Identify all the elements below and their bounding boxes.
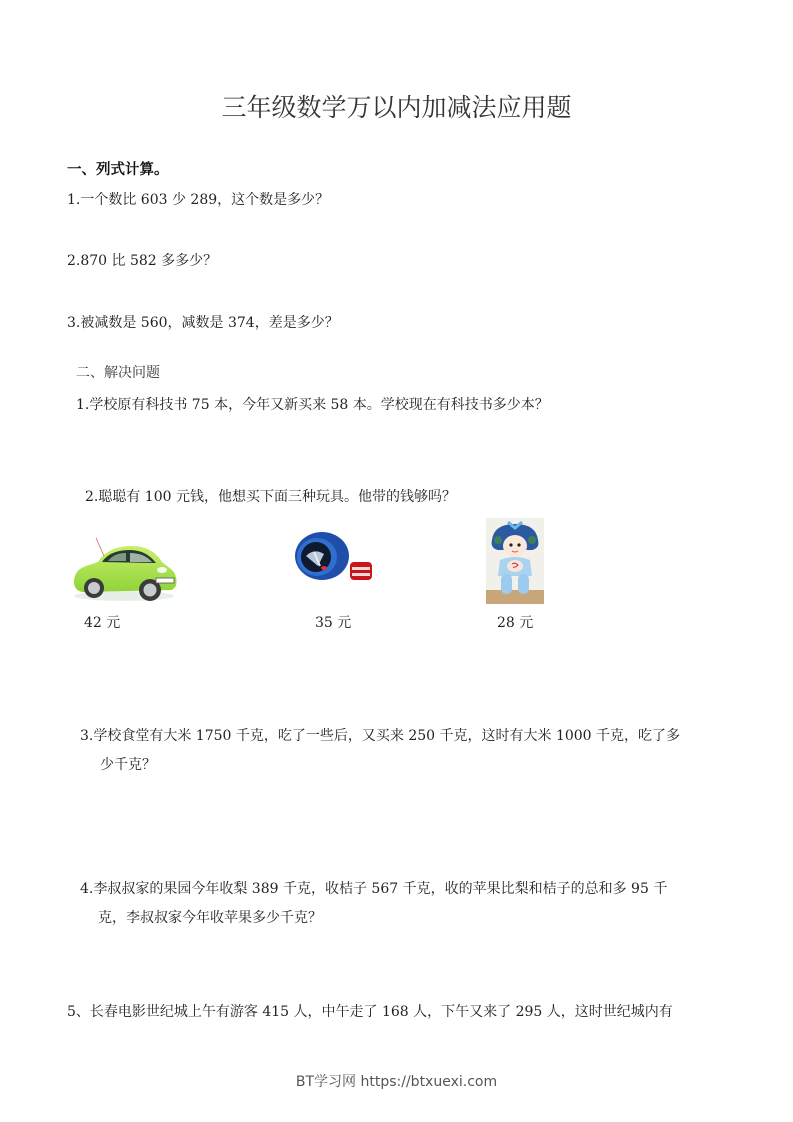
section-heading-problems: 二、解决问题 bbox=[76, 365, 160, 381]
problem-4-line-2: 克，李叔叔家今年收苹果多少千克？ bbox=[98, 910, 322, 926]
footer-watermark: BT学习网 https://btxuexi.com bbox=[295, 1074, 498, 1090]
calc-question-2: 2.870 比 582 多多少？ bbox=[67, 253, 218, 269]
blue-yoyo-image bbox=[292, 530, 378, 586]
yo-yo-price: 35 元 bbox=[315, 615, 352, 631]
problem-4-line-1: 4.李叔叔家的果园今年收梨 389 千克，收桔子 567 千克，收的苹果比梨和桔子的总和多 95 千 bbox=[80, 881, 668, 897]
toy-car-price: 42 元 bbox=[84, 615, 121, 631]
fuwa-doll-price: 28 元 bbox=[497, 615, 534, 631]
mascot-doll-image bbox=[486, 518, 544, 604]
problem-2: 2.聪聪有 100 元钱，他想买下面三种玩具。他带的钱够吗？ bbox=[85, 489, 456, 505]
section-heading-calculation: 一、列式计算。 bbox=[67, 162, 169, 178]
page-title: 三年级数学万以内加减法应用题 bbox=[221, 93, 572, 122]
problem-3-line-2: 少千克？ bbox=[100, 757, 156, 773]
calc-question-3: 3.被减数是 560，减数是 374，差是多少？ bbox=[67, 315, 339, 331]
calc-question-1: 1.一个数比 603 少 289，这个数是多少？ bbox=[67, 192, 330, 208]
problem-5-line-1: 5、长春电影世纪城上午有游客 415 人，中午走了 168 人，下午又来了 295 人，这时世纪城内有 bbox=[67, 1004, 673, 1020]
problem-1: 1.学校原有科技书 75 本，今年又新买来 58 本。学校现在有科技书多少本？ bbox=[76, 397, 549, 413]
green-car-image bbox=[68, 532, 180, 604]
problem-3-line-1: 3.学校食堂有大米 1750 千克，吃了一些后，又买来 250 千克，这时有大米 1000 千克，吃了多 bbox=[80, 728, 681, 744]
